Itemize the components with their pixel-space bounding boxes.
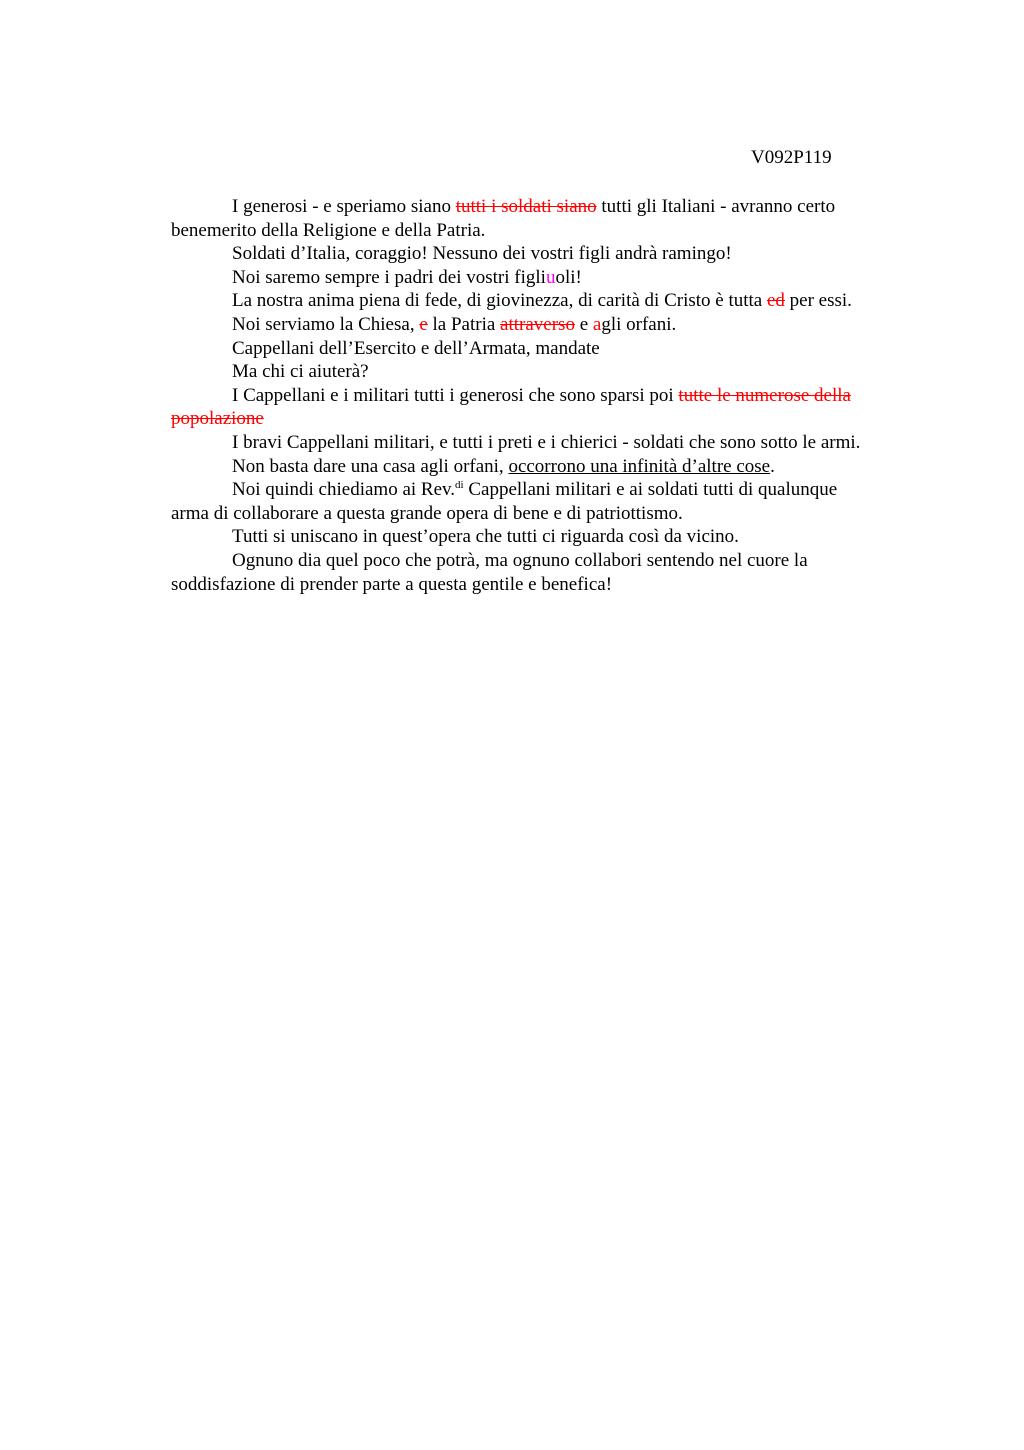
text-run: la Patria — [427, 313, 501, 335]
deleted-text: tutti i soldati siano — [455, 196, 597, 217]
deleted-text: ed — [766, 290, 785, 312]
inserted-text: a — [592, 313, 602, 335]
paragraph-13 — [171, 549, 931, 596]
text-run: benemerito della Religione e della Patria. — [171, 219, 486, 241]
paragraph-5 — [171, 313, 931, 337]
document-id: V092P119 — [751, 147, 832, 168]
superscript: di — [455, 479, 464, 492]
text-run: I Cappellani e i militari tutti i generosi che sono sparsi poi — [232, 384, 679, 406]
text-run: . — [770, 455, 775, 477]
paragraph-10 — [171, 455, 931, 479]
paragraph-4 — [171, 289, 931, 313]
paragraph-6: Cappellani dell’Esercito e dell’Armata, mandate — [232, 337, 600, 359]
paragraph-3 — [171, 266, 931, 290]
paragraph-12: Tutti si uniscano in quest’opera che tutti ci riguarda così da vicino. — [232, 526, 739, 548]
paragraph-8 — [171, 384, 931, 431]
deleted-text: popolazione — [171, 408, 264, 430]
text-run: Noi serviamo la Chiesa, — [232, 313, 420, 335]
text-run: oli! — [555, 266, 582, 288]
paragraph-2: Soldati d’Italia, coraggio! Nessuno dei vostri figli andrà ramingo! — [232, 243, 732, 265]
text-run: La nostra anima piena di fede, di giovinezza, di carità di Cristo è tutta — [232, 290, 767, 312]
text-run: arma di collaborare a questa grande opera di bene e di patriottismo. — [171, 502, 683, 524]
paragraph-11 — [171, 478, 931, 525]
text-run: soddisfazione di prender parte a questa gentile e benefica! — [171, 573, 613, 595]
deleted-text: attraverso — [500, 313, 575, 335]
paragraph-7: Ma chi ci aiuterà? — [232, 361, 369, 383]
deleted-text: e — [419, 313, 428, 335]
text-run: gli orfani. — [601, 313, 677, 335]
text-run: Noi saremo sempre i padri dei vostri figli — [232, 266, 546, 288]
text-run: Non basta dare una casa agli orfani, — [232, 455, 509, 477]
underlined-text: occorrono una infinità d’altre cose — [508, 455, 771, 477]
text-run: tutti gli Italiani - avranno certo — [596, 196, 836, 217]
text-run: Ognuno dia quel poco che potrà, ma ognuno collabori sentendo nel cuore la — [232, 549, 808, 571]
text-run: I generosi - e speriamo siano — [232, 196, 456, 217]
inserted-text: u — [545, 266, 556, 288]
text-run: per essi. — [784, 290, 852, 312]
paragraph-9: I bravi Cappellani militari, e tutti i preti e i chierici - soldati che sono sotto le armi. — [232, 431, 861, 453]
document-body — [171, 195, 931, 596]
text-run: Noi quindi chiediamo ai Rev. — [232, 479, 456, 501]
text-run: Cappellani militari e ai soldati tutti di qualunque — [463, 479, 838, 501]
deleted-text: tutte le numerose della — [678, 384, 851, 406]
paragraph-1 — [171, 195, 931, 242]
text-run: e — [574, 313, 593, 335]
